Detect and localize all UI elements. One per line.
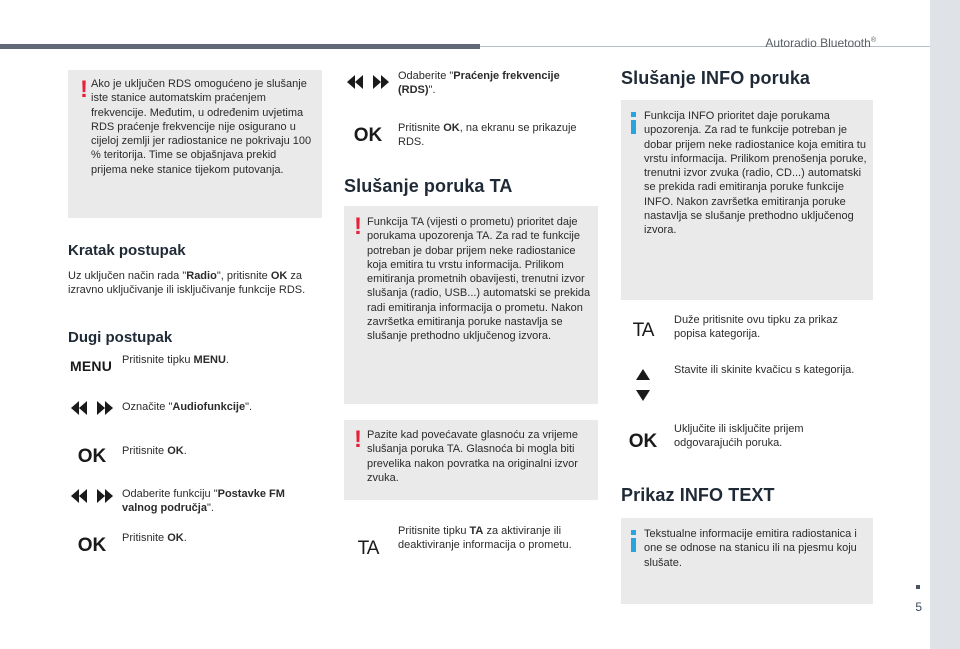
page-number: 5 [915, 600, 922, 614]
ta-step: Pritisnite tipku TA za aktiviranje ili deaktiviranje informacija o prometu. [398, 525, 572, 552]
warning-icon: ! [354, 426, 362, 453]
ok-key-icon: OK [77, 446, 107, 467]
info-icon [631, 530, 636, 552]
info-text-note-text: Tekstualne informacije emitira radiostanica i one se odnose na stanicu ili na pjesmu koju slušate. [644, 528, 857, 569]
ta-key-icon: TA [357, 538, 379, 559]
info-text-note-box [621, 518, 873, 604]
header-rule [0, 44, 480, 49]
short-procedure-text: Uz uključen način rada "Radio", pritisnite OK za izravno uključivanje ili isključivanje funkcije RDS. [68, 270, 306, 297]
ta-section-title: Slušanje poruka TA [344, 176, 513, 196]
long-procedure-title: Dugi postupak [68, 329, 173, 346]
ok-key-icon: OK [353, 125, 383, 146]
warning-icon: ! [80, 76, 88, 103]
ok-key-icon: OK [628, 431, 658, 452]
ta-warning-text: Funkcija TA (vijesti o prometu) prioritet daje porukama upozorenja TA. Za rad te funkcije potreban je dobar prijem neke radiostanice koja emitira tu vrstu informacija. Prilikom emitiranja prometnih obavijesti, trenutni izvor slušanja (radio, USB...) automatski se prekida radi emitiranja informacija o prometu. Nakon završetka emitiranja poruke nastavlja se slušanje prethodno uključenog izvora. [367, 216, 591, 343]
ok-key-icon: OK [77, 535, 107, 556]
info-text-section-title: Prikaz INFO TEXT [621, 485, 775, 505]
left-right-arrows-icon [70, 400, 114, 416]
short-procedure-title: Kratak postupak [68, 242, 186, 259]
right-margin-strip [930, 0, 960, 649]
long-step-3: Pritisnite OK. [122, 445, 187, 457]
info-note-box [621, 100, 873, 300]
volume-warning-text: Pazite kad povećavate glasnoću za vrijeme slušanja poruka TA. Glasnoća bi mogla biti prevelika nakon povratka na originalni izvor zvuka. [367, 429, 578, 484]
long-step-2: Označite "Audiofunkcije". [122, 401, 253, 413]
ta-key-icon: TA [632, 320, 654, 341]
header-title: Autoradio Bluetooth® [765, 36, 876, 50]
rds-warning-box [68, 70, 322, 218]
info-section-title: Slušanje INFO poruka [621, 68, 811, 88]
warning-icon: ! [354, 213, 362, 240]
menu-key-icon: MENU [69, 358, 113, 374]
info-step-1: Duže pritisnite ovu tipku za prikaz popisa kategorija. [674, 314, 838, 341]
info-step-2: Stavite ili skinite kvačicu s kategorija. [674, 364, 855, 376]
volume-warning-box [344, 420, 598, 500]
ta-warning-box [344, 206, 598, 404]
info-note-text: Funkcija INFO prioritet daje porukama upozorenja. Za rad te funkcije potreban je dobar prijem neke radiostanice koja emitira tu vrstu informacija. Prilikom prenošenja poruke, trenutni izvor zvuka (radio, CD...) automatski se prekida radi emitiranja poruke funkcije INFO. Nakon završetka emitiranja poruke nastavlja se slušanje prethodno uključenog izvora. [644, 110, 867, 237]
rds-step-ok: Pritisnite OK, na ekranu se prikazuje RDS. [398, 122, 577, 149]
left-right-arrows-icon [346, 74, 390, 90]
rds-warning-text: Ako je uključen RDS omogućeno je slušanje iste stanice automatskim praćenjem frekvencije. Međutim, u određenim uvjetima RDS praćenje frekvencije nije osigurano u cijeloj zemlji jer radiostanice ne pokrivaju 100 % teritorija. Time se objašnjava prekid prijema neke stanice tijekom putovanja. [91, 78, 312, 176]
up-down-arrows-icon [621, 368, 665, 402]
long-step-5: Pritisnite OK. [122, 532, 187, 544]
left-right-arrows-icon [70, 488, 114, 504]
long-step-1: Pritisnite tipku MENU. [122, 354, 229, 366]
info-icon [631, 112, 636, 134]
rds-step-select: Odaberite "Praćenje frekvencije (RDS)". [398, 70, 560, 97]
info-step-3: Uključite ili isključite prijem odgovarajućih poruka. [674, 423, 804, 450]
long-step-4: Odaberite funkciju "Postavke FM valnog područja". [122, 488, 285, 515]
page-dot [916, 585, 920, 589]
